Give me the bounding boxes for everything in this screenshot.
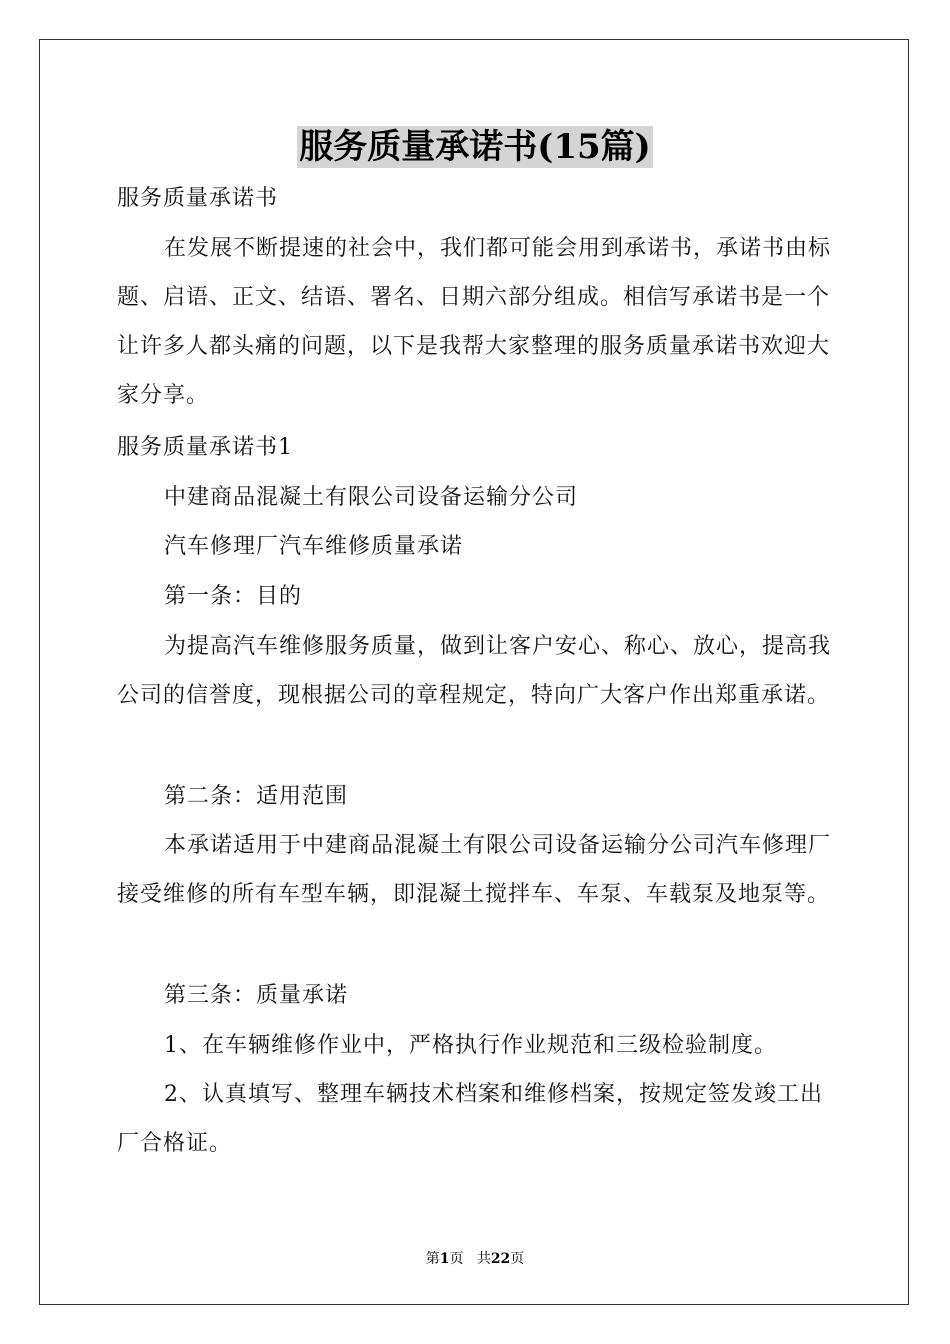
- footer-page-suffix: 页: [449, 1251, 464, 1267]
- article-one-body: 为提高汽车维修服务质量，做到让客户安心、称心、放心，提高我公司的信誉度，现根据公司的章程规定，特向广大客户作出郑重承诺。: [117, 634, 832, 708]
- article-two-body: 本承诺适用于中建商品混凝土有限公司设备运输分公司汽车修理厂接受维修的所有车型车辆，即混凝土搅拌车、车泵、车载泵及地泵等。: [117, 833, 832, 907]
- commitment-item-2: 2、认真填写、整理车辆技术档案和维修档案，按规定签发竣工出厂合格证。: [117, 1082, 823, 1156]
- company-name-paragraph: 中建商品混凝土有限公司设备运输分公司: [164, 485, 579, 510]
- document-title: [0, 126, 950, 168]
- footer-page-prefix: 第: [425, 1251, 440, 1267]
- footer-page-number: 1: [439, 1251, 450, 1267]
- article-one-heading: 第一条：目的: [164, 584, 303, 609]
- footer-total-number: 22: [490, 1251, 511, 1267]
- article-two-heading: 第二条：适用范围: [164, 784, 349, 809]
- commitment-item-1: 1、在车辆维修作业中，严格执行作业规范和三级检验制度。: [164, 1033, 777, 1058]
- commitment-title-paragraph: 汽车修理厂汽车维修质量承诺: [164, 534, 464, 559]
- intro-paragraph: 在发展不断提速的社会中，我们都可能会用到承诺书，承诺书由标题、启语、正文、结语、署名、日期六部分组成。相信写承诺书是一个让许多人都头痛的问题，以下是我帮大家整理的服务质量承诺书欢迎大家分享。: [117, 236, 832, 408]
- subtitle-paragraph: 服务质量承诺书: [117, 186, 279, 211]
- footer-total-prefix: 共: [476, 1251, 491, 1267]
- footer-total-suffix: 页: [510, 1251, 525, 1267]
- title-text: 服务质量承诺书(15篇): [299, 127, 651, 167]
- section-heading: 服务质量承诺书1: [117, 435, 293, 460]
- page-footer: [0, 1248, 950, 1268]
- article-three-heading: 第三条：质量承诺: [164, 983, 349, 1008]
